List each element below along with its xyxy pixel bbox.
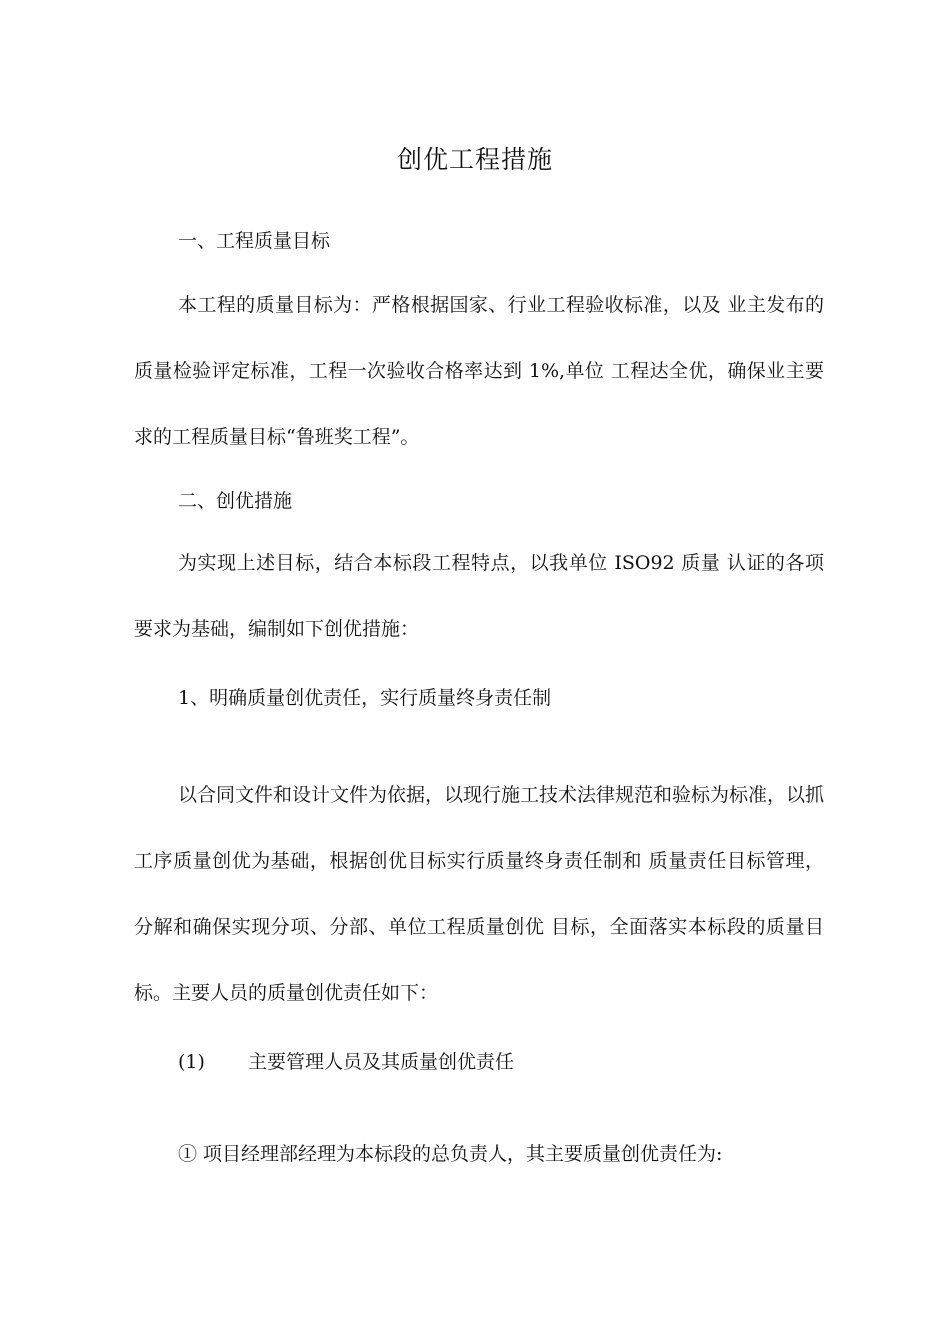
section-heading-quality-goal: 一、工程质量目标 [178, 230, 331, 252]
list-item-project-manager: ① 项目经理部经理为本标段的总负责人，其主要质量创优责任为: [178, 1143, 723, 1165]
document-title: 创优工程措施 [396, 145, 553, 174]
list-item-text: 主要管理人员及其质量创优责任 [248, 1051, 515, 1073]
list-item-management [178, 1042, 514, 1082]
paragraph-measures-intro: 为实现上述目标，结合本标段工程特点，以我单位 ISO92 质量 认证的各项要求为基础，编制如下创优措施： [134, 552, 824, 640]
section-heading-measures: 二、创优措施 [178, 490, 293, 512]
subsection-heading-responsibility: 1、明确质量创优责任，实行质量终身责任制 [178, 687, 552, 709]
paragraph-quality-goal: 本工程的质量目标为：严格根据国家、行业工程验收标准，以及 业主发布的质量检验评定标准，工程一次验收合格率达到 1%,单位 工程达全优，确保业主要求的工程质量目标“鲁班奖工程”。 [134, 294, 824, 448]
list-item-number: (1) [178, 1051, 205, 1073]
paragraph-responsibility: 以合同文件和设计文件为依据，以现行施工技术法律规范和验标为标准，以抓工序质量创优为基础，根据创优目标实行质量终身责任制和 质量责任目标管理，分解和确保实现分项、分部、单位工程质量创优 目标，全面落实本标段的质量目标。主要人员的质量创优责任如下： [134, 784, 825, 1004]
